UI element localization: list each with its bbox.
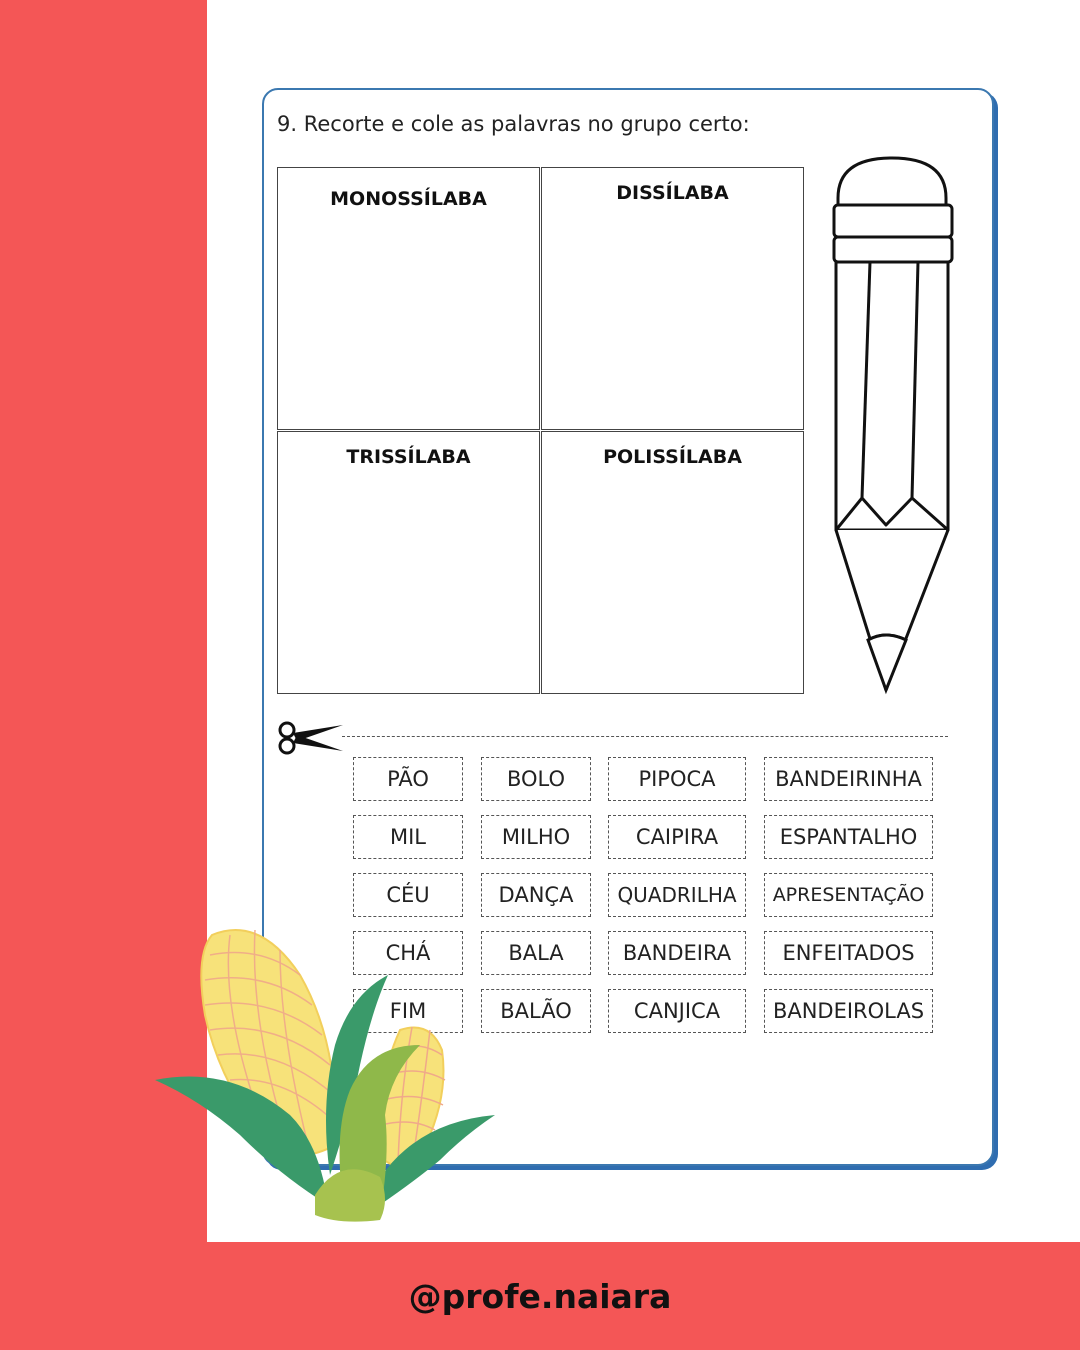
word-card[interactable]: CHÁ — [353, 931, 463, 975]
word-card[interactable]: ESPANTALHO — [764, 815, 933, 859]
category-box-disyllable — [541, 167, 804, 430]
category-title: TRISSÍLABA — [346, 446, 471, 468]
scissors-icon — [275, 721, 345, 755]
word-card[interactable]: ENFEITADOS — [764, 931, 933, 975]
word-card[interactable]: APRESENTAÇÃO — [764, 873, 933, 917]
word-card[interactable]: DANÇA — [481, 873, 591, 917]
category-box-monosyllable — [277, 167, 540, 430]
pencil-icon — [826, 150, 958, 700]
word-card[interactable]: CAIPIRA — [608, 815, 746, 859]
word-card[interactable]: QUADRILHA — [608, 873, 746, 917]
instruction-text: 9. Recorte e cole as palavras no grupo certo: — [277, 112, 750, 136]
category-box-polysyllable — [541, 431, 804, 694]
word-card[interactable]: BANDEIRINHA — [764, 757, 933, 801]
word-card[interactable]: BOLO — [481, 757, 591, 801]
corn-icon — [150, 915, 495, 1225]
word-card[interactable]: MIL — [353, 815, 463, 859]
word-card[interactable]: PIPOCA — [608, 757, 746, 801]
category-box-trisyllable — [277, 431, 540, 694]
category-grid — [277, 167, 804, 694]
category-title: MONOSSÍLABA — [330, 188, 487, 210]
word-card[interactable]: BANDEIRA — [608, 931, 746, 975]
word-card[interactable]: PÃO — [353, 757, 463, 801]
word-card[interactable]: BANDEIROLAS — [764, 989, 933, 1033]
word-card[interactable]: CÉU — [353, 873, 463, 917]
word-card[interactable]: MILHO — [481, 815, 591, 859]
category-title: DISSÍLABA — [616, 182, 729, 204]
word-card[interactable]: BALA — [481, 931, 591, 975]
word-card[interactable]: BALÃO — [481, 989, 591, 1033]
word-card[interactable]: CANJICA — [608, 989, 746, 1033]
author-handle: @profe.naiara — [408, 1276, 672, 1316]
cut-line — [342, 736, 948, 737]
category-title: POLISSÍLABA — [603, 446, 742, 468]
word-card[interactable]: FIM — [353, 989, 463, 1033]
